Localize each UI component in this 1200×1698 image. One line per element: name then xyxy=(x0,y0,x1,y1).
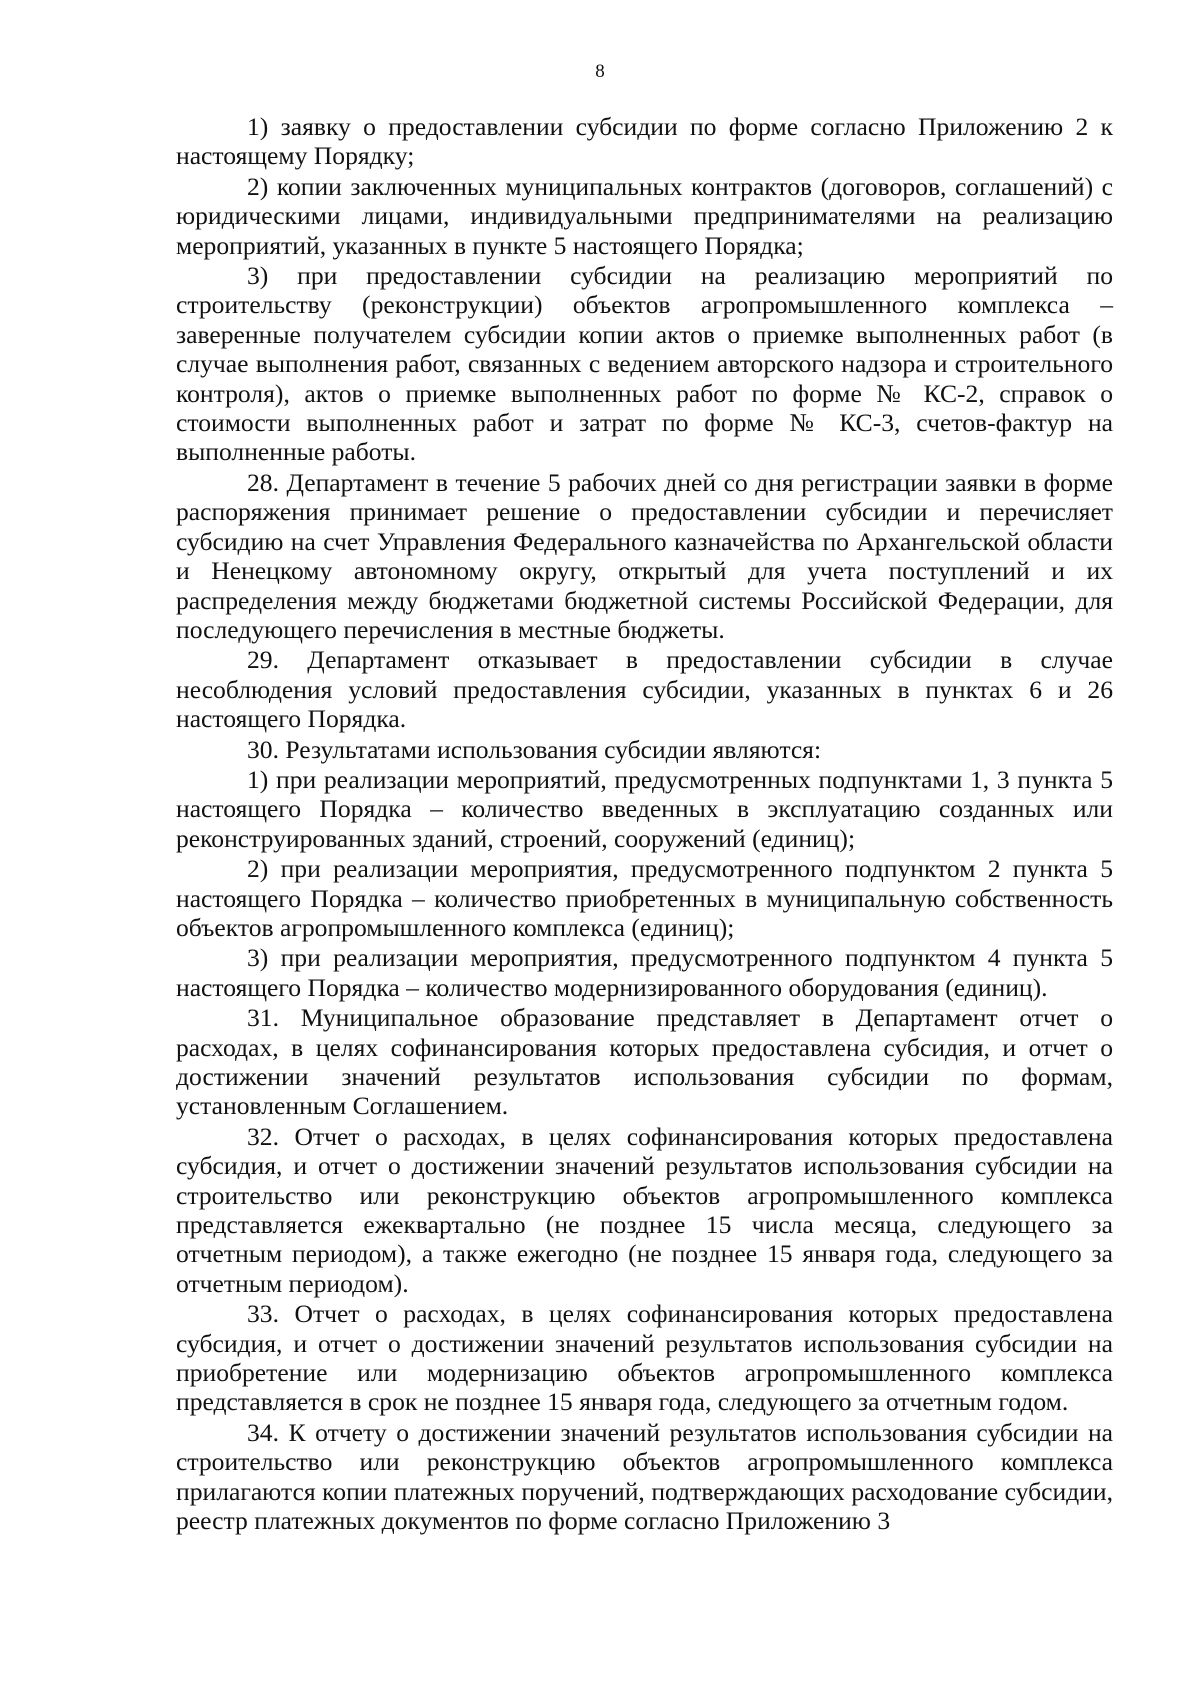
paragraph-34: 34. К отчету о достижении значений результатов использования субсидии на строительство или реконструкцию объектов агропромышленного комплекса прилагаются копии платежных поручений, подтверждающих расходование субсидии, реестр платежных документов по форме согласно Приложению 3 xyxy=(176,1417,1113,1536)
document-body xyxy=(176,112,1113,1537)
paragraph-3-construction-acts: 3) при предоставлении субсидии на реализацию мероприятий по строительству (реконструкции) объектов агропромышленного комплекса – заверенные получателем субсидии копии актов о приемке выполненных работ (в случае выполнения работ, связанных с ведением авторского надзора и строительного контроля), актов о приемке выполненных работ по форме № КС-2, справок о стоимости выполненных работ и затрат по форме № КС-3, счетов-фактур на выполненные работы. xyxy=(176,261,1113,467)
paragraph-31: 31. Муниципальное образование представляет в Департамент отчет о расходах, в целях софинансирования которых предоставлена субсидия, и отчет о достижении значений результатов использования субсидии по формам, установленным Соглашением. xyxy=(176,1003,1113,1121)
paragraph-32: 32. Отчет о расходах, в целях софинансирования которых предоставлена субсидия, и отчет о достижении значений результатов использования субсидии на строительство или реконструкцию объектов агропромышленного комплекса представляется ежеквартально (не позднее 15 числа месяца, следующего за отчетным периодом), а также ежегодно (не позднее 15 января года, следующего за отчетным периодом). xyxy=(176,1121,1113,1298)
paragraph-30: 30. Результатами использования субсидии являются: xyxy=(247,734,822,764)
paragraph-30-item-3: 3) при реализации мероприятия, предусмотренного подпунктом 4 пункта 5 настоящего Порядка – количество модернизированного оборудования (единиц). xyxy=(176,943,1113,1002)
paragraph-1-application: 1) заявку о предоставлении субсидии по форме согласно Приложению 2 к настоящему Порядку; xyxy=(176,112,1113,171)
paragraph-33: 33. Отчет о расходах, в целях софинансирования которых предоставлена субсидия, и отчет о достижении значений результатов использования субсидии на приобретение или модернизацию объектов агропромышленного комплекса представляется в срок не позднее 15 января года, следующего за отчетным годом. xyxy=(176,1299,1113,1417)
paragraph-2-contract-copies: 2) копии заключенных муниципальных контрактов (договоров, соглашений) с юридическими лицами, индивидуальными предпринимателями на реализацию мероприятий, указанных в пункте 5 настоящего Порядка; xyxy=(176,171,1113,260)
page-number: 8 xyxy=(595,61,605,82)
paragraph-30-item-2: 2) при реализации мероприятия, предусмотренного подпунктом 2 пункта 5 настоящего Порядка – количество приобретенных в муниципальную собственность объектов агропромышленного комплекса (единиц); xyxy=(176,854,1113,942)
paragraph-28: 28. Департамент в течение 5 рабочих дней со дня регистрации заявки в форме распоряжения принимает решение о предоставлении субсидии и перечисляет субсидию на счет Управления Федерального казначейства по Архангельской области и Ненецкому автономному округу, открытый для учета поступлений и их распределения между бюджетами бюджетной системы Российской Федерации, для последующего перечисления в местные бюджеты. xyxy=(176,467,1113,644)
paragraph-30-item-1: 1) при реализации мероприятий, предусмотренных подпунктами 1, 3 пункта 5 настоящего Порядка – количество введенных в эксплуатацию созданных или реконструированных зданий, строений, сооружений (единиц); xyxy=(176,764,1113,853)
paragraph-29: 29. Департамент отказывает в предоставлении субсидии в случае несоблюдения условий предоставления субсидии, указанных в пунктах 6 и 26 настоящего Порядка. xyxy=(176,645,1113,734)
